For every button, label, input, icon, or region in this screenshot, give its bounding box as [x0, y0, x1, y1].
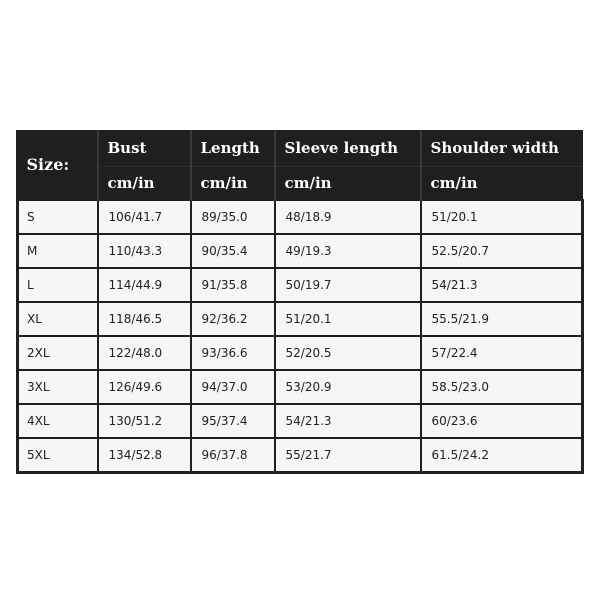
size-cell: 4XL	[18, 404, 98, 438]
bust-cell: 130/51.2	[98, 404, 191, 438]
bust-column-header: Bust	[98, 130, 191, 167]
shoulder-width-cell: 61.5/24.2	[421, 438, 583, 473]
table-row	[18, 234, 583, 268]
bust-cell: 114/44.9	[98, 268, 191, 302]
length-cell: 95/37.4	[191, 404, 275, 438]
bust-cell: 118/46.5	[98, 302, 191, 336]
sleeve-length-cell: 50/19.7	[275, 268, 421, 302]
table-row	[18, 200, 583, 234]
shoulder-width-cell: 55.5/21.9	[421, 302, 583, 336]
shoulder-width-cell: 54/21.3	[421, 268, 583, 302]
shoulder-width-cell: 60/23.6	[421, 404, 583, 438]
length-cell: 91/35.8	[191, 268, 275, 302]
size-cell: S	[18, 200, 98, 234]
length-column-header: Length	[191, 130, 275, 167]
size-cell: XL	[18, 302, 98, 336]
table-row	[18, 370, 583, 404]
sleeve-length-cell: 55/21.7	[275, 438, 421, 473]
size-cell: 5XL	[18, 438, 98, 473]
sleeve-length-cell: 51/20.1	[275, 302, 421, 336]
shoulder-width-cell: 57/22.4	[421, 336, 583, 370]
sleeve-length-column-header: Sleeve length	[275, 130, 421, 167]
table-row	[18, 302, 583, 336]
size-cell: 2XL	[18, 336, 98, 370]
length-cell: 90/35.4	[191, 234, 275, 268]
bust-cell: 134/52.8	[98, 438, 191, 473]
length-cell: 96/37.8	[191, 438, 275, 473]
header-row-names	[18, 130, 583, 167]
sleeve-length-cell: 54/21.3	[275, 404, 421, 438]
bust-unit-label: cm/in	[98, 167, 191, 201]
size-chart-frame	[16, 130, 581, 460]
length-cell: 92/36.2	[191, 302, 275, 336]
sleeve-length-cell: 53/20.9	[275, 370, 421, 404]
bust-cell: 126/49.6	[98, 370, 191, 404]
length-cell: 93/36.6	[191, 336, 275, 370]
length-cell: 94/37.0	[191, 370, 275, 404]
size-chart-header	[18, 130, 583, 200]
sleeve-length-cell: 52/20.5	[275, 336, 421, 370]
table-row	[18, 268, 583, 302]
length-cell: 89/35.0	[191, 200, 275, 234]
size-column-header: Size:	[18, 130, 98, 200]
table-row	[18, 438, 583, 473]
length-unit-label: cm/in	[191, 167, 275, 201]
shoulder-width-column-header: Shoulder width	[421, 130, 583, 167]
bust-cell: 122/48.0	[98, 336, 191, 370]
table-row	[18, 336, 583, 370]
table-row	[18, 404, 583, 438]
bust-cell: 110/43.3	[98, 234, 191, 268]
size-cell: L	[18, 268, 98, 302]
size-chart-body	[18, 200, 583, 473]
shoulder-width-cell: 52.5/20.7	[421, 234, 583, 268]
size-chart-table	[16, 130, 584, 474]
sleeve-length-cell: 49/19.3	[275, 234, 421, 268]
size-cell: 3XL	[18, 370, 98, 404]
shoulder-width-cell: 58.5/23.0	[421, 370, 583, 404]
sleeve-length-unit-label: cm/in	[275, 167, 421, 201]
size-cell: M	[18, 234, 98, 268]
shoulder-width-cell: 51/20.1	[421, 200, 583, 234]
shoulder-width-unit-label: cm/in	[421, 167, 583, 201]
header-row-units	[18, 167, 583, 201]
bust-cell: 106/41.7	[98, 200, 191, 234]
sleeve-length-cell: 48/18.9	[275, 200, 421, 234]
